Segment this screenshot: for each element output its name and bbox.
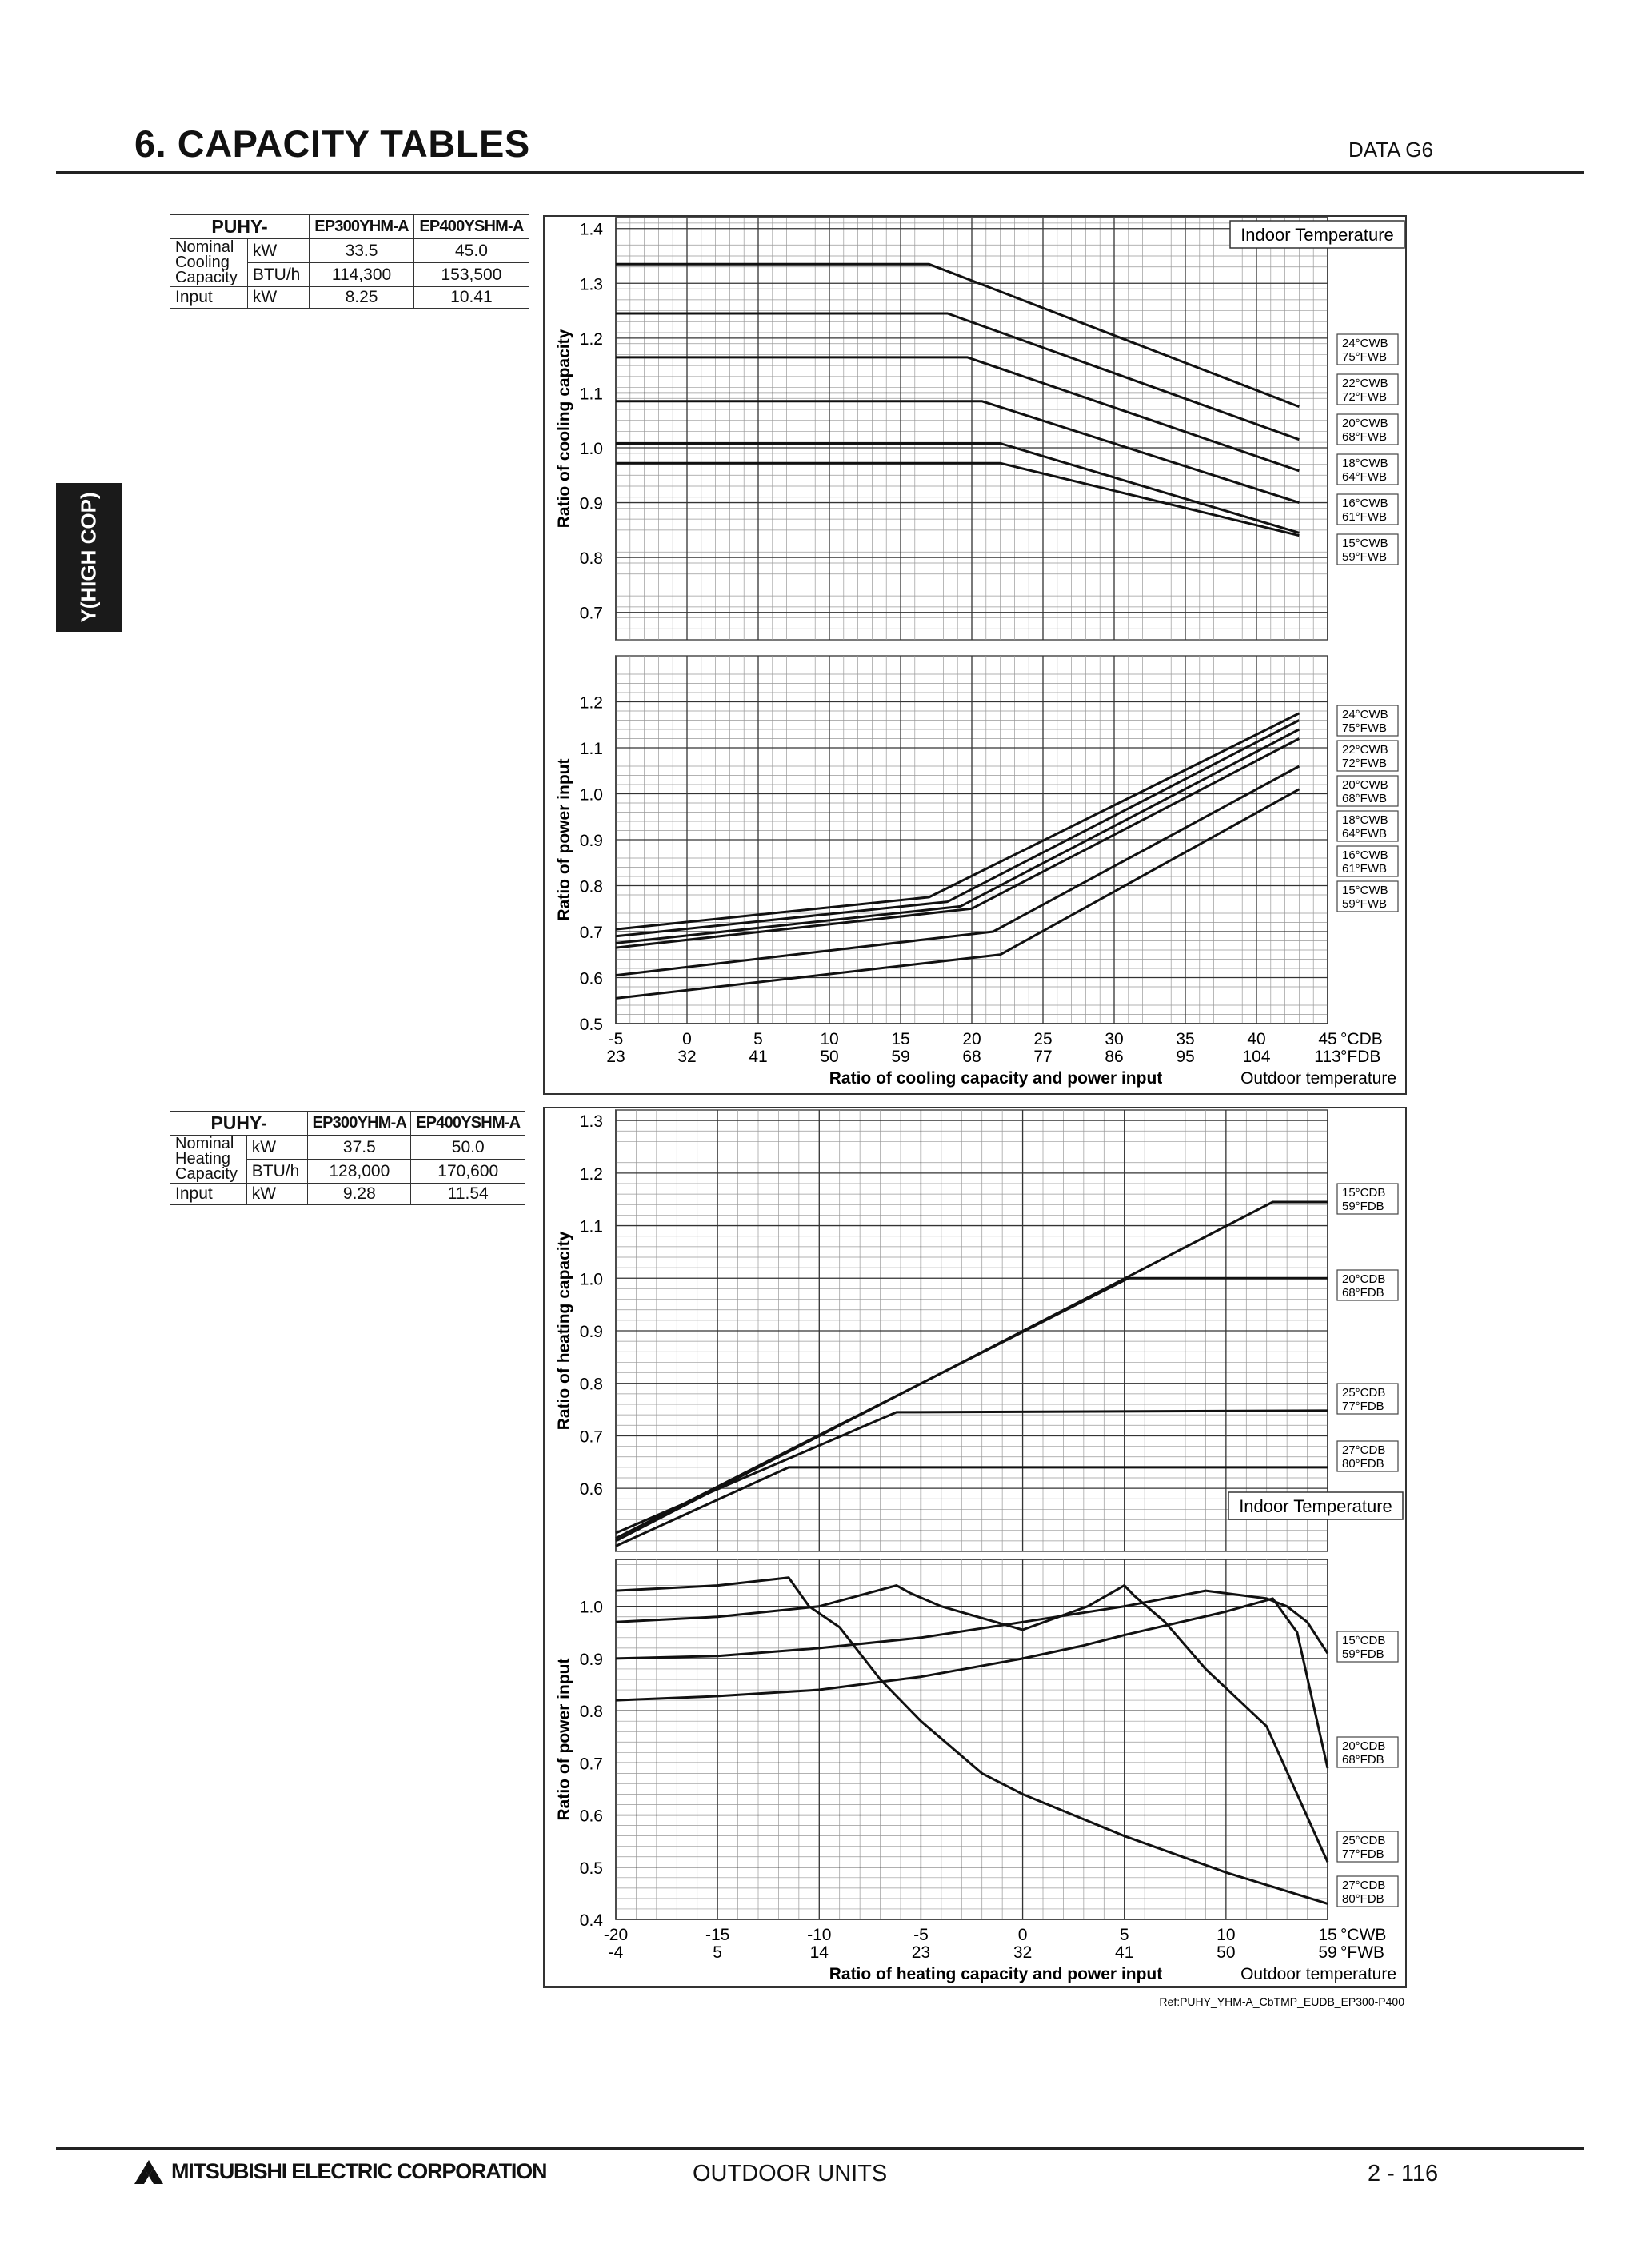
x-tick-label-c: -5 [913, 1926, 929, 1944]
y-tick-label: 1.2 [579, 693, 603, 713]
heating-chart-frame [544, 1108, 1406, 1987]
x-tick-label-f: 50 [1217, 1943, 1236, 1962]
series-line [616, 1467, 1328, 1547]
legend-title: Indoor Temperature [1239, 1496, 1392, 1516]
legend-label-f: 80°FDB [1342, 1457, 1384, 1471]
row-label: Input [170, 287, 248, 309]
heating-capacity-chart [555, 1110, 1403, 1551]
legend-label-c: 27°CDB [1342, 1443, 1386, 1457]
series-group [616, 1578, 1328, 1904]
y-tick-label: 0.8 [579, 549, 603, 569]
x-tick-label-c: 10 [820, 1030, 839, 1048]
legend-label-f: 68°FDB [1342, 1286, 1384, 1300]
value-cell: 170,600 [411, 1160, 525, 1184]
legend-label-c: 20°CWB [1342, 417, 1388, 430]
y-tick-label: 0.6 [579, 1807, 603, 1826]
x-tick-label-f: -4 [608, 1943, 624, 1962]
y-tick-label: 1.0 [579, 785, 603, 805]
side-tab-label: Y(HIGH COP) [76, 492, 101, 623]
y-tick-label: 0.8 [579, 877, 603, 896]
legend-label-c: 20°CDB [1342, 1272, 1386, 1286]
legend-title: Indoor Temperature [1240, 225, 1394, 245]
legend-label-f: 77°FDB [1342, 1847, 1384, 1861]
charts-layer [555, 218, 1404, 1983]
legend-label-c: 15°CDB [1342, 1186, 1386, 1200]
row-label: Nominal Heating Capacity [170, 1136, 247, 1184]
legend-label-f: 59°FDB [1342, 1200, 1384, 1213]
x-tick-label-f: 68 [962, 1048, 981, 1066]
footer-brand: MITSUBISHI ELECTRIC CORPORATION [171, 2159, 547, 2183]
legend-label-f: 72°FWB [1342, 757, 1388, 770]
y-tick-label: 1.0 [579, 440, 603, 458]
model-header: EP300YHM-A [310, 215, 414, 239]
value-cell: 33.5 [310, 239, 414, 263]
footer-section: OUTDOOR UNITS [693, 2161, 888, 2186]
series-line [616, 1202, 1328, 1541]
x-tick-label-f: 59 [891, 1048, 910, 1066]
x-tick-label-f: 41 [1115, 1943, 1134, 1962]
y-tick-label: 0.9 [579, 1650, 603, 1669]
mitsubishi-logo-icon [134, 2160, 163, 2184]
x-axis-label-right: Outdoor temperature [1240, 1069, 1396, 1088]
legend-label-f: 64°FWB [1342, 827, 1388, 841]
x-unit-f: °FWB [1340, 1943, 1385, 1962]
x-tick-label-c: 35 [1176, 1030, 1195, 1048]
series-label: PUHY- [170, 1112, 308, 1136]
value-cell: 11.54 [411, 1184, 525, 1205]
y-tick-label: 1.2 [579, 329, 603, 349]
y-tick-label: 0.9 [579, 1323, 603, 1341]
value-cell: 114,300 [310, 263, 414, 287]
series-line [616, 1278, 1328, 1538]
unit-cell: BTU/h [247, 263, 309, 287]
legend-label-c: 27°CDB [1342, 1879, 1386, 1892]
y-tick-label: 1.1 [579, 1217, 603, 1236]
cooling-power-input-chart [555, 656, 1398, 1088]
model-header: EP400YSHM-A [413, 215, 529, 239]
cooling-chart-frame [544, 216, 1406, 1094]
value-cell: 37.5 [308, 1136, 411, 1160]
x-tick-label-f: 32 [677, 1048, 697, 1066]
x-tick-label-c: -15 [705, 1926, 730, 1944]
legend-label-f: 59°FWB [1342, 550, 1388, 564]
legend-label-c: 18°CWB [1342, 813, 1388, 827]
x-tick-label-c: 15 [1318, 1926, 1337, 1944]
x-tick-label-f: 5 [713, 1943, 722, 1962]
legend-label-f: 61°FWB [1342, 510, 1388, 524]
legend-label-c: 20°CWB [1342, 778, 1388, 792]
x-tick-label-f: 14 [809, 1943, 829, 1962]
x-tick-label-f: 41 [749, 1048, 768, 1066]
value-cell: 9.28 [308, 1184, 411, 1205]
footer-logo [134, 2159, 546, 2184]
x-tick-label-c: 40 [1247, 1030, 1266, 1048]
x-tick-label-c: 5 [753, 1030, 763, 1048]
y-tick-label: 0.5 [579, 1016, 603, 1034]
x-tick-label-c: -20 [603, 1926, 629, 1944]
unit-cell: kW [246, 1184, 307, 1205]
legend-label-f: 68°FWB [1342, 792, 1388, 805]
y-axis-label: Ratio of power input [555, 1658, 573, 1821]
series-label: PUHY- [170, 215, 310, 239]
legend-label-c: 15°CWB [1342, 884, 1388, 897]
y-tick-label: 1.1 [579, 385, 603, 404]
x-tick-label-c: 10 [1217, 1926, 1236, 1944]
x-axis-label: Ratio of heating capacity and power input [829, 1965, 1163, 1983]
unit-cell: BTU/h [246, 1160, 307, 1184]
legend-label-f: 77°FDB [1342, 1400, 1384, 1413]
x-axis-label-right: Outdoor temperature [1240, 1965, 1396, 1983]
y-tick-label: 1.0 [579, 1598, 603, 1617]
value-cell: 8.25 [310, 287, 414, 309]
y-tick-label: 1.0 [579, 1270, 603, 1289]
unit-cell: kW [247, 287, 309, 309]
x-tick-label-c: 5 [1119, 1926, 1129, 1944]
legend-label-c: 22°CWB [1342, 377, 1388, 390]
x-tick-label-c: -5 [608, 1030, 624, 1048]
legend-label-f: 80°FDB [1342, 1892, 1384, 1906]
legend-label-c: 18°CWB [1342, 457, 1388, 470]
reference-note: Ref:PUHY_YHM-A_CbTMP_EUDB_EP300-P400 [1159, 1995, 1404, 2008]
legend-label-c: 15°CWB [1342, 537, 1388, 550]
value-cell: 128,000 [308, 1160, 411, 1184]
legend-label-f: 75°FWB [1342, 350, 1388, 364]
heating-power-input-chart [555, 1559, 1398, 1983]
value-cell: 45.0 [413, 239, 529, 263]
x-tick-label-c: 0 [1017, 1926, 1028, 1944]
y-tick-label: 0.9 [579, 494, 603, 513]
row-label: Input [170, 1184, 247, 1205]
legend-label-c: 15°CDB [1342, 1634, 1386, 1647]
y-tick-label: 1.3 [579, 1112, 603, 1132]
series-line [616, 1411, 1328, 1533]
value-cell: 50.0 [411, 1136, 525, 1160]
y-tick-label: 0.6 [579, 969, 603, 988]
x-unit-c: °CDB [1340, 1030, 1383, 1048]
y-tick-label: 0.4 [579, 1911, 603, 1930]
value-cell: 153,500 [413, 263, 529, 287]
x-tick-label-f: 86 [1105, 1048, 1124, 1066]
y-axis-label: Ratio of power input [555, 758, 573, 921]
y-tick-label: 0.9 [579, 832, 603, 850]
legend-label-c: 24°CWB [1342, 708, 1388, 721]
model-header: EP400YSHM-A [411, 1112, 525, 1136]
legend-label-f: 59°FDB [1342, 1647, 1384, 1661]
y-tick-label: 0.7 [579, 1427, 603, 1447]
legend-label-c: 25°CDB [1342, 1386, 1386, 1400]
x-tick-label-f: 23 [911, 1943, 931, 1962]
x-unit-c: °CWB [1340, 1926, 1387, 1944]
y-tick-label: 0.7 [579, 924, 603, 942]
series-line [616, 1578, 1328, 1904]
x-tick-label-c: 30 [1105, 1030, 1124, 1048]
footer-rule [56, 2147, 1584, 2150]
y-tick-label: 0.8 [579, 1375, 603, 1394]
unit-cell: kW [247, 239, 309, 263]
legend-label-f: 72°FWB [1342, 390, 1388, 404]
unit-cell: kW [246, 1136, 307, 1160]
legend-label-f: 59°FWB [1342, 897, 1388, 911]
y-tick-label: 0.5 [579, 1859, 603, 1878]
legend-label-c: 22°CWB [1342, 743, 1388, 757]
legend-label-c: 16°CWB [1342, 497, 1388, 510]
value-cell: 10.41 [413, 287, 529, 309]
legend-label-c: 25°CDB [1342, 1834, 1386, 1847]
x-tick-label-f: 77 [1033, 1048, 1053, 1066]
y-tick-label: 0.7 [579, 1755, 603, 1774]
y-tick-label: 1.3 [579, 275, 603, 294]
series-group [616, 1202, 1328, 1546]
legend-label-f: 75°FWB [1342, 721, 1388, 735]
x-tick-label-f: 95 [1176, 1048, 1195, 1066]
x-tick-label-c: -10 [807, 1926, 832, 1944]
y-tick-label: 0.6 [579, 1480, 603, 1499]
x-tick-label-c: 15 [891, 1030, 910, 1048]
x-tick-label-f: 32 [1013, 1943, 1033, 1962]
legend-label-c: 24°CWB [1342, 337, 1388, 350]
model-header: EP300YHM-A [308, 1112, 411, 1136]
x-unit-f: °FDB [1340, 1048, 1381, 1066]
y-tick-label: 1.1 [579, 740, 603, 758]
x-tick-label-f: 104 [1242, 1048, 1271, 1066]
x-tick-label-c: 0 [682, 1030, 692, 1048]
document-code: DATA G6 [1348, 138, 1433, 162]
y-axis-label: Ratio of heating capacity [555, 1231, 573, 1431]
y-tick-label: 0.7 [579, 604, 603, 623]
legend-label-c: 16°CWB [1342, 849, 1388, 862]
footer-page-number: 2 - 116 [1368, 2161, 1439, 2186]
cooling-capacity-chart [555, 218, 1404, 640]
x-tick-label-f: 113 [1314, 1048, 1341, 1066]
y-tick-label: 1.2 [579, 1164, 603, 1184]
x-axis-label: Ratio of cooling capacity and power input [829, 1069, 1163, 1088]
y-tick-label: 0.8 [579, 1703, 603, 1722]
page-title: 6. CAPACITY TABLES [134, 122, 530, 165]
x-tick-label-f: 59 [1318, 1943, 1337, 1962]
legend-label-f: 64°FWB [1342, 470, 1388, 484]
x-tick-label-f: 23 [606, 1048, 625, 1066]
legend-label-f: 68°FDB [1342, 1753, 1384, 1767]
x-tick-label-c: 25 [1033, 1030, 1053, 1048]
legend-label-f: 68°FWB [1342, 430, 1388, 444]
legend-label-f: 61°FWB [1342, 862, 1388, 876]
y-tick-label: 1.4 [579, 220, 603, 239]
legend-label-c: 20°CDB [1342, 1739, 1386, 1753]
y-axis-label: Ratio of cooling capacity [555, 329, 573, 529]
x-tick-label-f: 50 [820, 1048, 839, 1066]
x-tick-label-c: 20 [962, 1030, 981, 1048]
x-tick-label-c: 45 [1318, 1030, 1337, 1048]
row-label: Nominal Cooling Capacity [170, 239, 248, 287]
